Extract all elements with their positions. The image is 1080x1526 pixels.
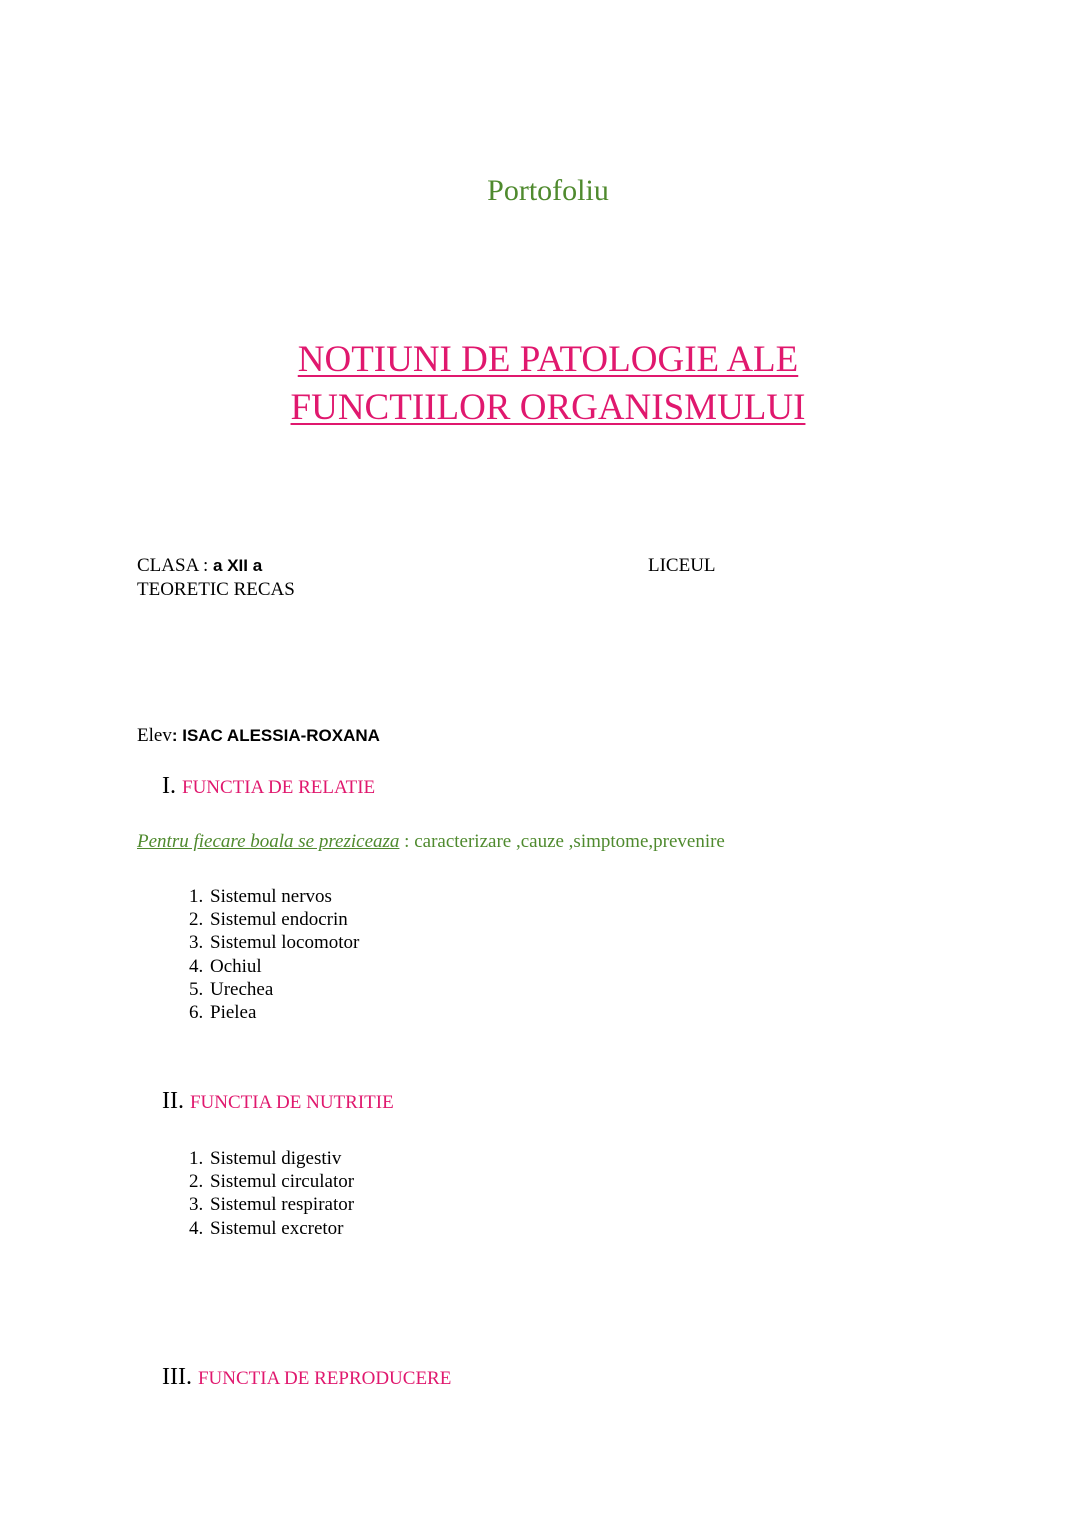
section-numeral: II. [162,1088,184,1114]
list-item: 6. Pielea [189,1002,257,1024]
school-name: TEORETIC RECAS [137,579,295,600]
list-item: 4. Sistemul excretor [189,1217,344,1239]
main-title-line-1: NOTIUNI DE PATOLOGIE ALE [297,339,799,380]
instruction-line [137,831,725,853]
list-item: 1. Sistemul nervos [189,886,332,907]
section-numeral: III. [162,1364,192,1390]
student-label: Elev [137,725,172,746]
section-title: FUNCTIA DE REPRODUCERE [197,1368,452,1389]
relatie-list [189,885,359,1024]
list-item: 5. Urechea [189,978,274,1000]
class-value: a XII a [213,556,263,575]
list-item: 4. Ochiul [189,955,262,977]
class-label: CLASA : [137,555,214,576]
main-title-line-2: FUNCTIILOR ORGANISMULUI [290,387,806,428]
portfolio-label: Portofoliu [487,174,609,207]
list-item: 2. Sistemul endocrin [189,909,348,931]
instruction-lead: Pentru fiecare boala se preziceaza [137,831,400,852]
section-title: FUNCTIA DE NUTRITIE [189,1092,394,1113]
instruction-rest: : caracterizare ,cauze ,simptome,prevenire [399,831,725,852]
list-item: 3. Sistemul locomotor [189,932,360,954]
list-item: 1. Sistemul digestiv [189,1148,342,1169]
section-numeral: I. [162,773,176,799]
section-title: FUNCTIA DE RELATIE [182,777,376,798]
student-colon: : [171,726,183,745]
section-heading-reproducere [162,1364,451,1391]
list-item: 3. Sistemul respirator [189,1194,355,1216]
section-heading-nutritie [162,1088,394,1115]
section-heading-relatie [162,773,375,800]
student-name: ISAC ALESSIA-ROXANA [182,726,380,745]
student-line [137,724,380,748]
list-item: 2. Sistemul circulator [189,1171,355,1193]
nutritie-list [189,1147,354,1240]
school-label: LICEUL [648,555,716,576]
class-line [137,554,262,578]
main-title [0,336,1080,432]
